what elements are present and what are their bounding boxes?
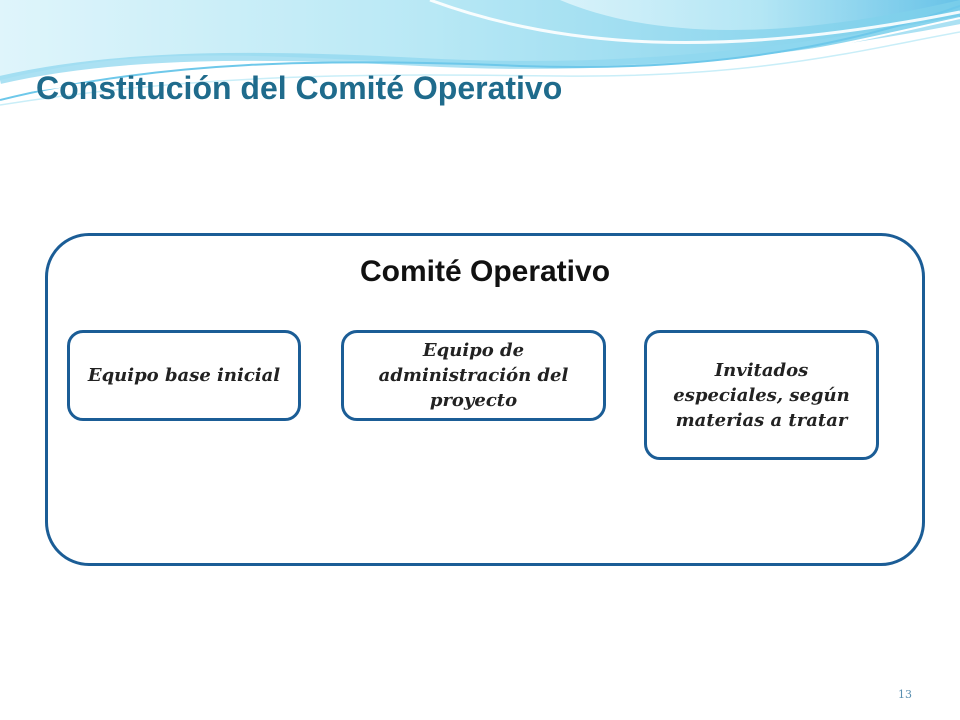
member-label: Invitados especiales, según materias a tratar — [673, 359, 850, 431]
committee-title: Comité Operativo — [359, 255, 611, 288]
slide-title: Constitución del Comité Operativo — [36, 70, 563, 106]
member-box-special-guests — [644, 330, 879, 460]
slide-number: 13 — [898, 688, 912, 701]
member-label: Equipo base inicial — [87, 365, 281, 386]
member-label: Equipo de administración del proyecto — [378, 340, 569, 411]
member-box-base-team — [67, 330, 301, 421]
member-box-project-admin-team — [341, 330, 606, 421]
